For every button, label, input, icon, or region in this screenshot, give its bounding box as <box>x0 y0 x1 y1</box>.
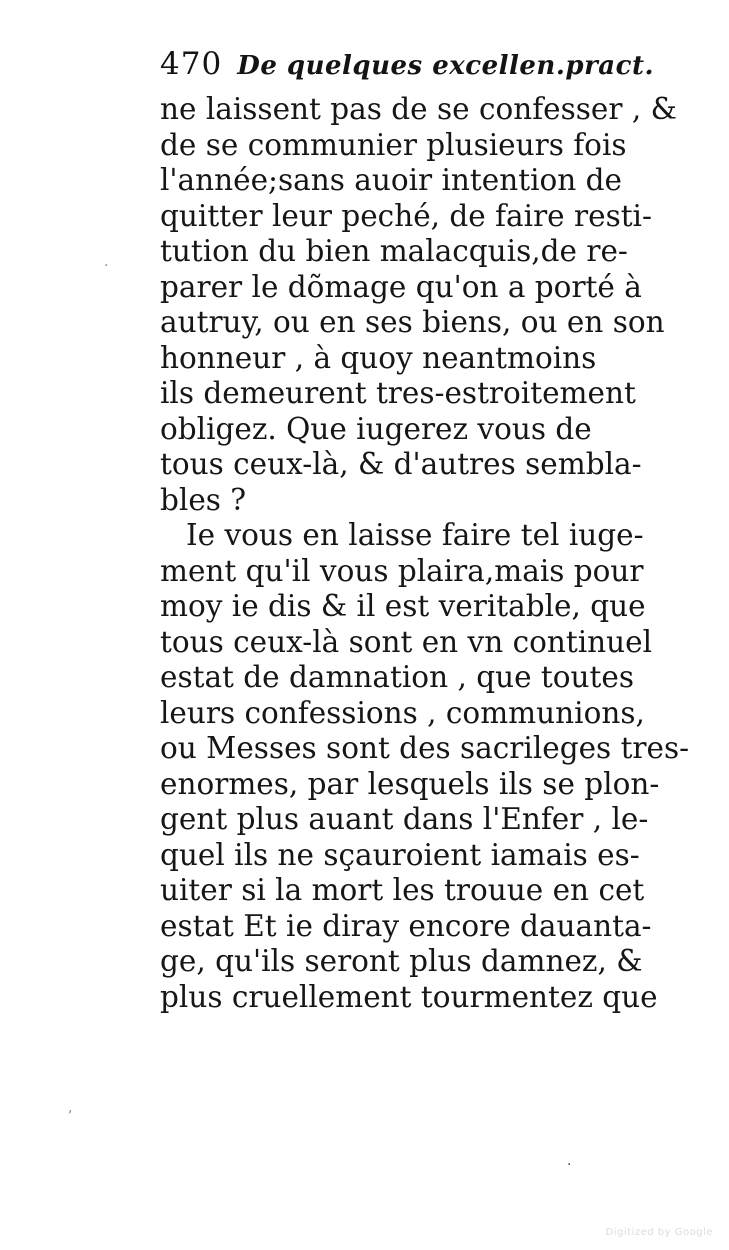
text-line: tution du bien malacquis,de re- <box>160 234 628 268</box>
margin-dot: · <box>567 1157 572 1173</box>
text-line: uiter si la mort les trouue en cet <box>160 873 645 907</box>
text-line: gent plus auant dans l'Enfer , le- <box>160 802 649 836</box>
text-line: leurs confessions , communions, <box>160 695 645 730</box>
text-line: enormes, par lesquels ils se plon- <box>160 766 660 801</box>
text-line: moy ie dis & il est veritable, que <box>160 589 646 623</box>
running-title: De quelques excellen.pract. <box>237 51 655 81</box>
text-line: ge, qu'ils seront plus damnez, & <box>160 944 643 978</box>
text-line: ne laissent pas de se confesser , & <box>160 92 677 126</box>
text-line: ou Messes sont des sacrileges tres- <box>160 731 690 765</box>
text-line: tous ceux-là, & d'autres sembla- <box>160 447 642 481</box>
page-number: 470 <box>160 46 223 82</box>
text-line: de se communier plusieurs fois <box>160 127 627 162</box>
paragraph-2 <box>160 518 690 1015</box>
text-line: estat de damnation , que toutes <box>160 660 634 694</box>
text-line: quitter leur peché, de faire resti- <box>160 198 652 233</box>
text-line: obligez. Que iugerez vous de <box>160 411 592 446</box>
text-line: plus cruellement tourmentez que <box>160 979 658 1014</box>
text-line: ils demeurent tres-estroitement <box>160 376 636 410</box>
text-line: quel ils ne sçauroient iamais es- <box>160 837 640 872</box>
text-line: l'année;sans auoir intention de <box>160 163 623 197</box>
margin-dot: , <box>68 1100 73 1116</box>
body-text <box>160 92 690 1015</box>
paragraph-1 <box>160 92 677 518</box>
text-line: tous ceux-là sont en vn continuel <box>160 624 653 659</box>
digitization-watermark: Digitized by Google <box>605 1227 713 1238</box>
text-line: autruy, ou en ses biens, ou en son <box>160 305 665 339</box>
page-header <box>160 46 655 90</box>
text-line: honneur , à quoy neantmoins <box>160 340 597 375</box>
text-line: ment qu'il vous plaira,mais pour <box>160 553 644 588</box>
text-line: estat Et ie diray encore dauanta- <box>160 908 652 943</box>
text-line: Ie vous en laisse faire tel iuge- <box>186 518 644 552</box>
margin-dot: · <box>104 258 109 274</box>
text-line: bles ? <box>160 482 247 517</box>
text-line: parer le dõmage qu'on a porté à <box>160 269 642 304</box>
